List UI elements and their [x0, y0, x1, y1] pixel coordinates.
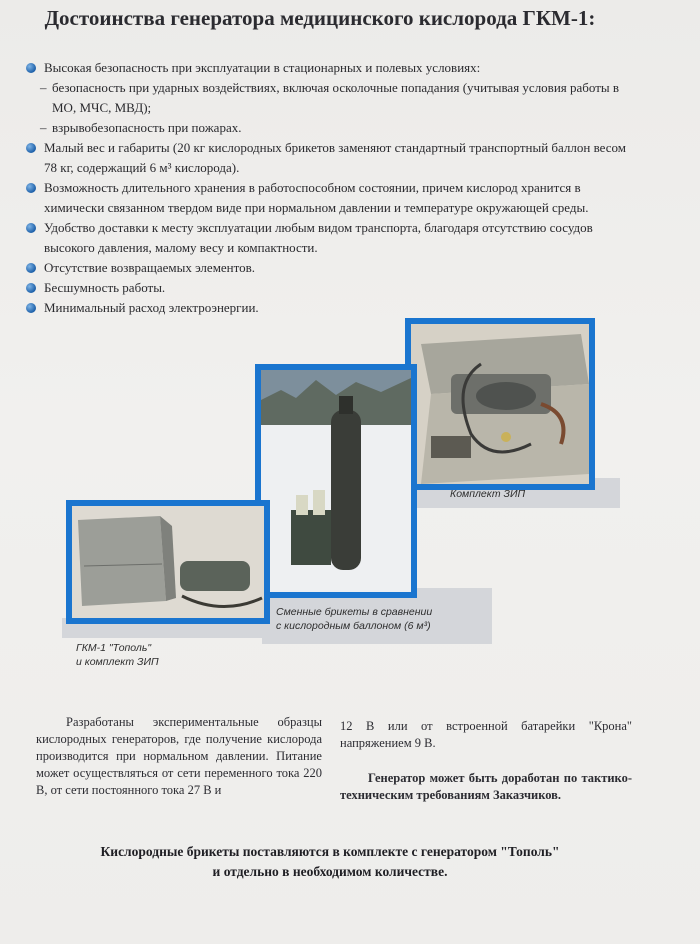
sub-bullet-text: взрывобезопасность при пожарах.: [52, 120, 242, 135]
sub-list-item: [26, 78, 626, 118]
footer-line-1: Кислородные брикеты поставляются в комплекте с генератором "Тополь": [100, 844, 560, 859]
sub-bullet-text: безопасность при ударных воздействиях, включая осколочные попадания (учитывая условия работы в МО, МЧС, МВД);: [52, 80, 620, 115]
list-item: [26, 218, 626, 258]
bullet-icon: [26, 263, 36, 273]
bullet-text: Высокая безопасность при эксплуатации в стационарных и полевых условиях:: [44, 60, 481, 75]
photo-gkm-topol: [66, 500, 270, 624]
footer-line-2: и отдельно в необходимом количестве.: [212, 864, 448, 879]
bullet-text: Минимальный расход электроэнергии.: [44, 300, 259, 315]
bullet-icon: [26, 223, 36, 233]
photo-zip-kit-image: [411, 324, 589, 484]
photo-gkm-image: [72, 506, 264, 618]
caption-gkm-line2: и комплект ЗИП: [76, 656, 159, 668]
bullet-icon: [26, 183, 36, 193]
photo-zip-kit: [405, 318, 595, 490]
body-text-left: Разработаны экспериментальные образцы кислородных генераторов, где получение кислорода производится при нормальном давлении. Питание может осуществляться от сети переменного тока 220 В, от сети постоянного тока 27 В и: [36, 715, 322, 797]
bullet-text: Отсутствие возвращаемых элементов.: [44, 260, 256, 275]
bullet-text: Удобство доставки к месту эксплуатации любым видом транспорта, благодаря отсутствию сосудов высокого давления, малому весу и компактности.: [44, 220, 593, 255]
bullet-text: Возможность длительного хранения в работоспособном состоянии, причем кислород хранится в химически связанном твердом виде при нормальном давлении и температуре окружающей среды.: [44, 180, 589, 215]
photo-briquettes-cylinder: [255, 364, 417, 598]
advantages-list: [26, 58, 626, 318]
bullet-icon: [26, 63, 36, 73]
bullet-icon: [26, 283, 36, 293]
photo-briquettes-image: [261, 370, 411, 592]
bullet-icon: [26, 143, 36, 153]
caption-briquettes-line2: с кислородным баллоном (6 м³): [276, 620, 431, 632]
bullet-text: Малый вес и габариты (20 кг кислородных брикетов заменяют стандартный транспортный баллон весом 78 кг, содержащий 6 м³ кислорода).: [44, 140, 627, 175]
list-item: [26, 58, 626, 78]
page-title: Достоинства генератора медицинского кислорода ГКМ-1:: [44, 6, 596, 30]
body-text-right-bold: Генератор может быть доработан по тактико-техническим требованиям Заказчиков.: [340, 771, 632, 802]
sub-list-item: [26, 118, 626, 138]
list-item: [26, 138, 626, 178]
list-item: [26, 178, 626, 218]
footer-note: [60, 842, 600, 882]
list-item: [26, 278, 626, 298]
body-text-right: 12 В или от встроенной батарейки "Крона" напряжением 9 В.: [340, 719, 632, 750]
caption-zip: Комплект ЗИП: [450, 488, 526, 500]
list-item: [26, 258, 626, 278]
caption-briquettes-line1: Сменные брикеты в сравнении: [276, 606, 433, 618]
caption-gkm-line1: ГКМ-1 "Тополь": [76, 642, 152, 654]
bullet-text: Бесшумность работы.: [44, 280, 166, 295]
list-item: [26, 298, 626, 318]
bullet-icon: [26, 303, 36, 313]
